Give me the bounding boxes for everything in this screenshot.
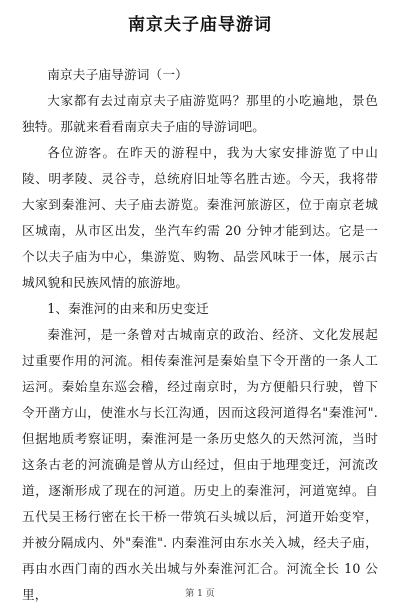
history-paragraph: 秦淮河，是一条曾对古城南京的政治、经济、文化发展起过重要作用的河流。相传秦淮河是秦始皇下令开凿的一条人工运河。秦始皇东巡会稽，经过南京时，为方便船只行驶，曾下令开凿方山，使淮水与长江沟通，因而这段河道得名"秦淮河". 但据地质考察证明，秦淮河是一条历史悠久的天然河流，当时这条古老的河流确是曾从方山经过，但由于地理变迁，河流改道，逐渐形成了现在的河道。历史上的秦淮河，河道宽绰。自五代吴王杨行密在长干桥一带筑石头城以后，河道开始变窄，并被分隔成内、外"秦淮". 内秦淮河由东水关入城，经夫子庙，再由水西门南的西水关出城与外秦淮河汇合。河流全长 10 公里， [22,327,378,602]
document-body [22,62,378,608]
section-heading: 1、秦淮河的由来和历史变迁 [47,301,209,316]
section-subtitle: 南京夫子庙导游词（一） [47,67,188,82]
page-number: 第 1 页 [185,589,215,599]
document-title: 南京夫子庙导游词 [128,15,272,35]
intro-paragraph: 大家都有去过南京夫子庙游览吗？那里的小吃遍地，景色独特。那就来看看南京夫子庙的导游词吧。 [22,93,378,134]
itinerary-paragraph: 各位游客。在昨天的游程中，我为大家安排游览了中山陵、明孝陵、灵谷寺，总统府旧址等名胜古迹。今天，我将带大家到秦淮河、夫子庙去游览。秦淮河旅游区，位于南京老城区城南，从市区出发，坐汽车约需 20 分钟才能到达。它是一个以夫子庙为中心，集游览、购物、品尝风味于一体，展示古城风貌和民族风情的旅游地。 [22,145,378,290]
